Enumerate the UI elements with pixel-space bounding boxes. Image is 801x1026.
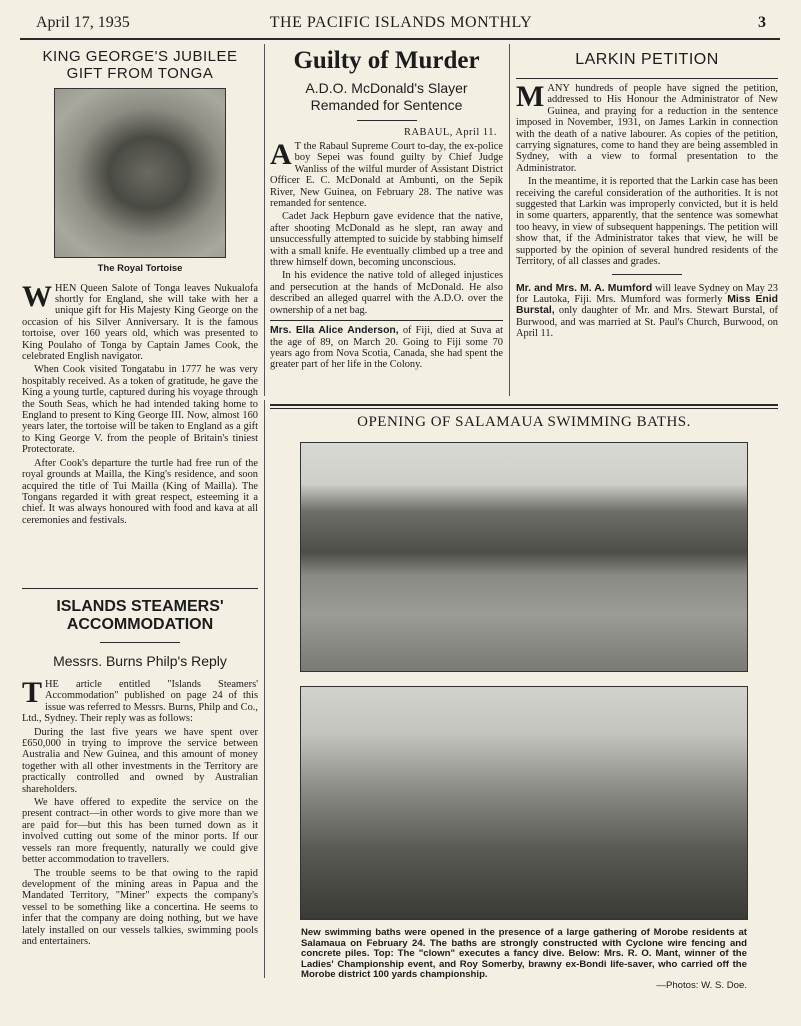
tonga-end-rule — [22, 588, 258, 589]
larkin-para-2: In the meantime, it is reported that the Larkin case has been receiving the careful consideration of the authorities. It is not suggested that Larkin was improperly convicted, but it is held in some quarters, apparently, that the sentence was somewhat too heavy, in view of subsequent happenings. The petition will show that, if the Administrator takes that view, he will be supported by the opinion of several hundred residents of the Territory, of all classes and grades. — [516, 176, 778, 268]
murder-para-1: T the Rabaul Supreme Court to-day, the ex-police boy Sepei was found guilty by Chief Judge Wanliss of the wilful murder of Assistant District Officer E. C. McDonald at Ambunti, on the Sepik River, New Guinea, on February 28. The native was remanded for sentence. — [270, 141, 503, 210]
running-head — [36, 14, 766, 36]
steamers-subhead: Messrs. Burns Philp's Reply — [53, 653, 227, 669]
mumford-name-2: Miss Enid Burstal, — [516, 293, 778, 317]
anderson-notice — [270, 325, 503, 371]
murder-body — [270, 138, 503, 316]
anderson-name: Mrs. Ella Alice Anderson, — [270, 325, 399, 337]
tortoise-caption: The Royal Tortoise — [97, 263, 183, 274]
murder-para-2: Cadet Jack Hepburn gave evidence that the native, after shooting McDonald as he slept, ran away and unsuccessfully attempted to suicide by stabbing himself with a small knife. He eventually climbed up a tree and threw himself down, becoming unconscious. — [270, 211, 503, 269]
tonga-para-1: HEN Queen Salote of Tonga leaves Nukualofa shortly for England, she will take with her a unique gift for His Majesty King George on the occasion of his Silver Anniversary. It is the famous tortoise, over 160 years old, which was presented to King Poulaho of Tonga by Captain James Cook, the celebrated English navigator. — [22, 282, 258, 363]
salamaua-feature — [270, 412, 778, 992]
larkin-end-rule — [612, 274, 682, 275]
larkin-body — [516, 80, 778, 268]
steamers-para-4: The trouble seems to be that owing to the rapid development of the mining areas in Papua and the Mandated Territory, "Miner" expects the company's vessel to be something like a concertina. He seems to infer that the company are doing nothing, but we have lately installed on our vessels talkies, swimming pools and entertainers. — [22, 867, 258, 947]
page-number: 3 — [758, 14, 766, 31]
champions-photo — [300, 686, 748, 920]
tonga-article — [22, 46, 258, 528]
steamers-rule — [100, 642, 180, 643]
salamaua-caption — [301, 928, 747, 992]
tonga-body — [22, 279, 258, 527]
salamaua-top-rule — [270, 404, 778, 406]
murder-dateline: RABAUL, April 11. — [404, 127, 497, 138]
murder-end-rule — [270, 320, 503, 321]
anderson-text: of Fiji, died at Suva at the age of 89, on March 20. Going to Fiji some 70 years ago from Nova Scotia, Canada, she had spent the greater part of her life in the Colony. — [270, 325, 503, 371]
murder-para-3: In his evidence the native told of alleged injustices and persecution at the hands of McDonald. He also described an alleged quarrel with the A.D.O. over the ownership of a net bag. — [270, 270, 503, 316]
larkin-headline: LARKIN PETITION — [575, 51, 719, 68]
mumford-text-2: only daughter of Mr. and Mrs. Stewart Burstal, of Burwood, and was married at St. Paul's Church, Burwood, on April 11. — [516, 305, 778, 340]
murder-article — [270, 46, 503, 373]
magazine-title: THE PACIFIC ISLANDS MONTHLY — [269, 14, 533, 31]
salamaua-top-rule-2 — [270, 408, 778, 409]
mumford-text-1: will leave Sydney on May 23 for Lautoka, Fiji. Mrs. Mumford was formerly — [516, 282, 778, 305]
column-divider-left — [264, 44, 265, 396]
mumford-name: Mr. and Mrs. M. A. Mumford — [516, 282, 653, 294]
steamers-article — [22, 598, 258, 949]
steamers-headline: ISLANDS STEAMERS' ACCOMMODATION — [56, 598, 224, 633]
salamaua-headline: OPENING OF SALAMAUA SWIMMING BATHS. — [357, 414, 691, 430]
murder-subhead: A.D.O. McDonald's Slayer Remanded for Sentence — [305, 80, 468, 113]
header-rule — [20, 38, 780, 40]
larkin-article — [516, 46, 778, 342]
murder-dropcap: A — [270, 138, 292, 171]
larkin-para-1: ANY hundreds of people have signed the petition, addressed to His Honour the Administrator of New Guinea, and praying for a reduction in the sentence imposed in November, 1931, on James Larkin in connection with the death of a native labourer. As copies of the petition, carrying signatures, come to hand they are being assembled in Sydney, with a view to formal presentation to the Administrator. — [516, 83, 778, 174]
royal-tortoise-photo — [54, 88, 226, 258]
larkin-rule — [516, 78, 778, 79]
mumford-notice — [516, 283, 778, 340]
murder-headline: Guilty of Murder — [293, 47, 480, 74]
issue-date: April 17, 1935 — [36, 14, 130, 31]
tonga-headline: KING GEORGE'S JUBILEE GIFT FROM TONGA — [42, 48, 238, 82]
tonga-dropcap: W — [22, 279, 52, 313]
swimming-baths-photo — [300, 442, 748, 672]
steamers-body — [22, 676, 258, 947]
column-divider-right — [509, 44, 510, 396]
tonga-para-2: When Cook visited Tongatabu in 1777 he was very hospitably received. As a token of gratitude, he gave the King a young turtle, captured during his voyage through the South Seas, which he had intended taking home to England to present to King George III. Now, almost 160 years later, the tortoise will be taken to England as a gift to King George V. from the people of Britain's tiniest Protectorate. — [22, 364, 258, 456]
steamers-para-2: During the last five years we have spent over £650,000 in trying to improve the service between Australia and New Guinea, and this amount of money together with all other investments in the Territory are practically controlled and owned by Australian shareholders. — [22, 726, 258, 795]
column-divider-lower — [264, 400, 265, 978]
steamers-para-1: HE article entitled "Islands Steamers' Accommodation" published on page 24 of this issue was referred to Messrs. Burns, Philp and Co., Ltd., Sydney. Their reply was as follows: — [22, 679, 258, 725]
photo-credit: —Photos: W. S. Doe. — [656, 979, 747, 991]
salamaua-caption-text: New swimming baths were opened in the presence of a large gathering of Morobe residents at Salamaua on February 24. The baths are strongly constructed with Cyclone wire fencing and concrete piles. Top: The "clown" executes a fancy dive. Below: Mrs. R. O. Mant, winner of the Ladies' Championship event, and Roy Somerby, brawny ex-Bondi life-saver, who carried off the Morobe district 100 yards championship. — [301, 927, 747, 981]
tonga-para-3: After Cook's departure the turtle had free run of the royal grounds at Mailla, the King's residence, and soon acquired the title of Tui Mailla (King of Mailla). The Tongans regarded it with great respect, esteeming it a chief. It was always honoured with food and kava at all ceremonies and festivals. — [22, 457, 258, 526]
murder-rule — [357, 120, 417, 121]
larkin-dropcap: M — [516, 80, 545, 113]
steamers-dropcap: T — [22, 676, 43, 709]
steamers-para-3: We have offered to expedite the service on the present contract—in other words to give more than we are paid for—but this has been turned down as it involved cutting out some of the minor ports. If our vessels ran more frequently, naturally we could give better accommodation to travellers. — [22, 797, 258, 866]
